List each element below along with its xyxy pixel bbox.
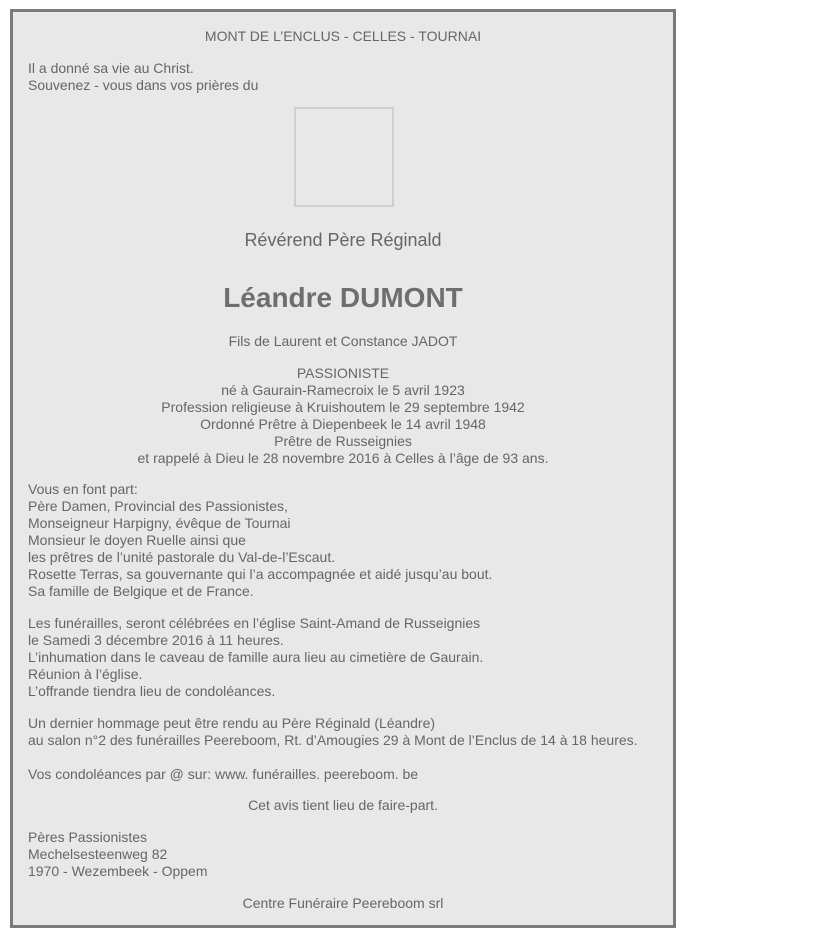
funeral-line: L’offrande tiendra lieu de condoléances.	[28, 683, 276, 699]
bio-line: PASSIONISTE	[296, 365, 390, 381]
address-line: Pères Passionistes	[28, 829, 148, 845]
bio-line: né à Gaurain-Ramecroix le 5 avril 1923	[221, 382, 465, 398]
announcer-line: Vous en font part:	[28, 481, 138, 497]
announcer-line: Monseigneur Harpigny, évêque de Tournai	[28, 515, 291, 531]
address-line: Mechelsesteenweg 82	[28, 846, 168, 862]
bio-line: Ordonné Prêtre à Diepenbeek le 14 avril 1948	[200, 416, 486, 432]
announcer-line: Sa famille de Belgique et de France.	[28, 583, 254, 599]
header-place: MONT DE L’ENCLUS - CELLES - TOURNAI	[204, 28, 482, 44]
obituary-card	[10, 9, 676, 928]
bio-line: Prêtre de Russeignies	[274, 433, 412, 449]
condolences-line: Vos condoléances par @ sur: www. funérailles. peereboom. be	[28, 766, 419, 782]
announcer-line: Rosette Terras, sa gouvernante qui l’a accompagnée et aidé jusqu’au bout.	[28, 566, 493, 582]
tribute-line: au salon n°2 des funérailles Peereboom, Rt. d’Amougies 29 à Mont de l’Enclus de 14 à 18 heures.	[28, 732, 638, 748]
address-line: 1970 - Wezembeek - Oppem	[28, 863, 208, 879]
funeral-line: le Samedi 3 décembre 2016 à 11 heures.	[28, 632, 284, 648]
funeral-line: Les funérailles, seront célébrées en l’église Saint-Amand de Russeignies	[28, 615, 481, 631]
portrait-placeholder	[294, 107, 394, 207]
announcer-line: Monsieur le doyen Ruelle ainsi que	[28, 532, 246, 548]
deceased-name: Léandre DUMONT	[223, 282, 463, 313]
intro-line-2: Souvenez - vous dans vos prières du	[28, 77, 259, 93]
deceased-parents: Fils de Laurent et Constance JADOT	[228, 333, 458, 349]
announcer-line: les prêtres de l’unité pastorale du Val-de-l’Escaut.	[28, 549, 336, 565]
notice-line: Cet avis tient lieu de faire-part.	[248, 797, 438, 813]
funeral-line: L’inhumation dans le caveau de famille aura lieu au cimetière de Gaurain.	[28, 649, 484, 665]
funeral-line: Réunion à l’église.	[28, 666, 143, 682]
announcer-line: Père Damen, Provincial des Passionistes,	[28, 498, 288, 514]
footer-company: Centre Funéraire Peereboom srl	[242, 895, 444, 911]
tribute-line: Un dernier hommage peut être rendu au Père Réginald (Léandre)	[28, 715, 436, 731]
intro-line-1: Il a donné sa vie au Christ.	[28, 60, 194, 76]
bio-line: et rappelé à Dieu le 28 novembre 2016 à Celles à l’âge de 93 ans.	[137, 450, 549, 466]
bio-line: Profession religieuse à Kruishoutem le 29 septembre 1942	[161, 399, 525, 415]
deceased-title: Révérend Père Réginald	[244, 230, 442, 250]
